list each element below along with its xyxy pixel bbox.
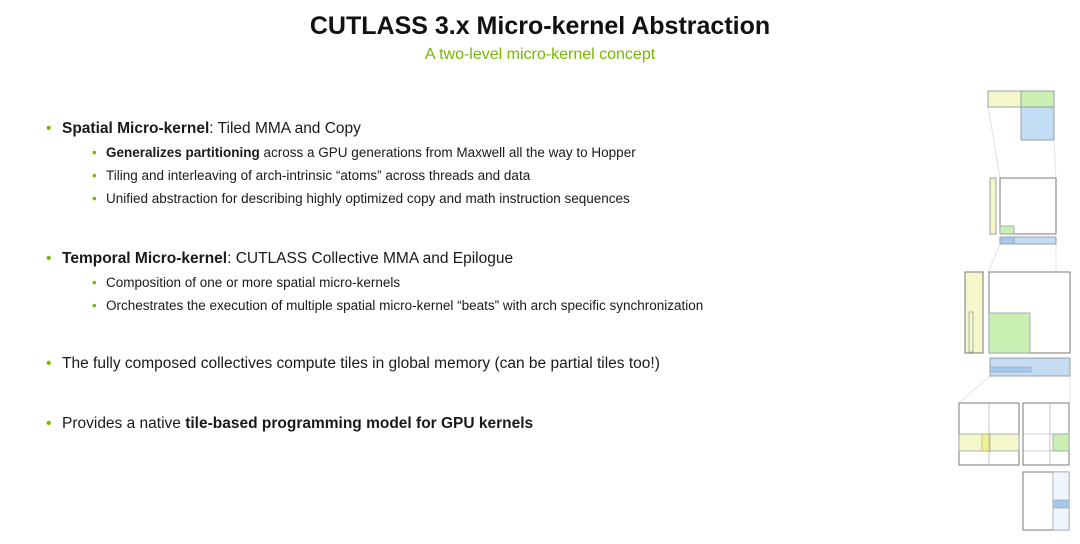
slide-title: CUTLASS 3.x Micro-kernel Abstraction — [309, 12, 771, 40]
global-memory-tiles — [959, 403, 1069, 530]
bullet-text: The fully composed collectives compute tiles in global memory (can be partial tiles too!) — [62, 355, 660, 372]
sub-bullet-text: across a GPU generations from Maxwell all the way to Hopper — [259, 145, 636, 160]
sub-bullet-text: Composition of one or more spatial micro-kernels — [106, 275, 401, 290]
sub-bullet-text: Unified abstraction for describing highly optimized copy and math instruction sequences — [106, 191, 630, 206]
bullet-tile-based-model — [46, 413, 926, 435]
bullet-text: : CUTLASS Collective MMA and Epilogue — [227, 250, 514, 267]
bullet-temporal-micro-kernel — [46, 248, 926, 317]
bullet-bold: tile-based programming model for GPU kernels — [185, 415, 534, 432]
sub-bullet-tiling — [62, 164, 926, 187]
threadblock-tiles — [965, 272, 1070, 376]
sub-bullet-text: Orchestrates the execution of multiple spatial micro-kernel “beats” with arch specific synchronization — [106, 298, 704, 313]
bullet-composed-collectives — [46, 353, 926, 375]
sub-bullet-partitioning — [62, 141, 926, 164]
bullet-list — [46, 118, 926, 435]
sub-bullet-unified — [62, 187, 926, 210]
bullet-bold: Spatial Micro-kernel — [62, 120, 210, 137]
tile-hierarchy-diagram — [952, 86, 1076, 536]
warp-tiles — [990, 178, 1056, 244]
sub-bullet-composition — [62, 271, 926, 294]
sub-bullet-bold: Generalizes partitioning — [106, 145, 260, 160]
bullet-spatial-micro-kernel — [46, 118, 926, 210]
bullet-text: Provides a native — [62, 415, 186, 432]
bullet-text: : Tiled MMA and Copy — [209, 120, 361, 137]
slide-subtitle: A two-level micro-kernel concept — [424, 46, 656, 63]
sub-bullet-orchestrates — [62, 294, 926, 317]
bullet-bold: Temporal Micro-kernel — [62, 250, 228, 267]
sub-bullet-text: Tiling and interleaving of arch-intrinsic “atoms” across threads and data — [106, 168, 531, 183]
sub-bullet-list — [62, 141, 926, 210]
sub-bullet-list — [62, 271, 926, 317]
atom-tiles — [988, 91, 1054, 140]
